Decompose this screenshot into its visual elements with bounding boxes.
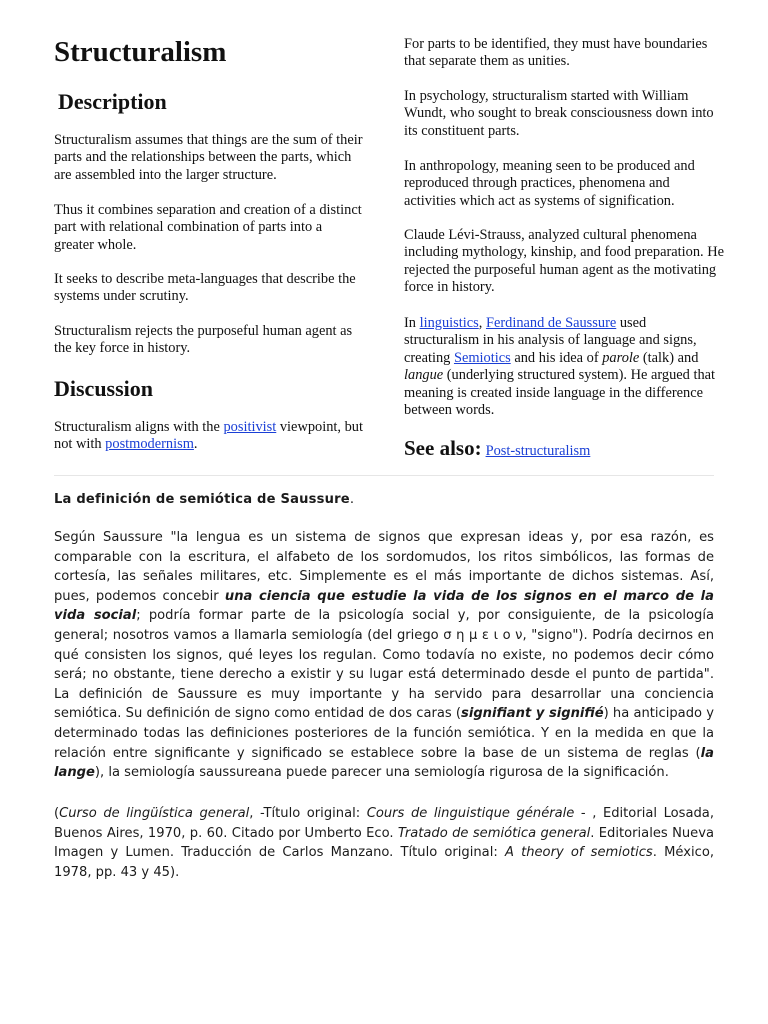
right-paragraph-1: For parts to be identified, they must have boundaries that separate them as unities.: [404, 36, 708, 70]
linguistics-link[interactable]: linguistics: [419, 315, 479, 331]
saussure-link[interactable]: Ferdinand de Saussure: [485, 315, 617, 331]
spanish-section-title: La definición de semiótica de Saussure.: [54, 492, 355, 507]
postmodernism-link[interactable]: postmodernism: [105, 436, 194, 453]
description-paragraph-1: Structuralism assumes that things are the sum of their parts and the relationships between the parts, which are assembled into the larger structure.: [54, 132, 363, 183]
right-paragraph-3: In anthropology, meaning seen to be produced and reproduced through practices, phenomena and activities which act as systems of signification.: [404, 158, 695, 209]
discussion-paragraph: Structuralism aligns with the positivist viewpoint, but not with postmodernism.: [54, 419, 364, 453]
right-paragraph-2: In psychology, structuralism started with William Wundt, who sought to break consciousness down into its constituent parts.: [404, 88, 714, 139]
semiotics-link[interactable]: Semiotics: [453, 349, 511, 366]
description-heading: Description: [58, 89, 167, 114]
positivist-link[interactable]: positivist: [223, 419, 277, 435]
see-also-label: See also:: [404, 436, 482, 460]
post-structuralism-link[interactable]: Post-structuralism: [485, 443, 591, 459]
right-paragraph-5: In linguistics, Ferdinand de Saussure used structuralism in his analysis of language and signs, creating Semiotics and his idea of parole (talk) and langue (underlying structured system). He argued that meaning is created inside language in the difference between words.: [404, 315, 716, 419]
description-paragraph-3: It seeks to describe meta-languages that describe the systems under scrutiny.: [54, 271, 356, 305]
see-also: [404, 436, 590, 461]
right-paragraph-4: Claude Lévi-Strauss, analyzed cultural phenomena including mythology, kinship, and food preparation. He rejected the purposeful human agent as the motivating force in history.: [404, 227, 725, 296]
spanish-body-paragraph: Según Saussure "la lengua es un sistema de signos que expresan ideas y, por esa razón, es comparable con la escritura, el alfabeto de los sordomudos, los ritos simbólicos, las formas de cortesía, las señales militares, etc. Simplemente es el más importante de dichos sistemas. Así, pues, podemos concebir una ciencia que estudie la vida de los signos en el marco de la vida social; podría formar parte de la psicología social y, por consiguiente, de la psicología general; nosotros vamos a llamarla semiología (del griego σ η μ ε ι ο ν, "signo"). Podría decirnos en qué consisten los signos, qué leyes los regulan. Como todavía no existe, no podemos decir cómo será; no obstante, tiene derecho a existir y su lugar está determinado desde el punto de partida". La definición de Saussure es muy importante y ha servido para desarrollar una conciencia semiótica. Su definición de signo como entidad de dos caras (signifiant y signifié) ha anticipado y determinado todas las definiciones posteriores de la función semiótica. Y en la medida en que la relación entre significante y significado se establece sobre la base de un sistema de reglas (la lange), la semiología saussureana puede parecer una semiología rigurosa de la significación.: [54, 530, 714, 781]
description-paragraph-4: Structuralism rejects the purposeful human agent as the key force in history.: [54, 323, 353, 357]
section-divider: [54, 475, 714, 476]
description-paragraph-2: Thus it combines separation and creation of a distinct part with relational combination of parts into a greater whole.: [54, 202, 362, 253]
discussion-heading: Discussion: [54, 376, 154, 401]
spanish-citation-paragraph: (Curso de lingüística general, -Título original: Cours de linguistique générale - , Editorial Losada, Buenos Aires, 1970, p. 60. Citado por Umberto Eco. Tratado de semiótica general. Editoriales Nueva Imagen y Lumen. Traducción de Carlos Manzano. Título original: A theory of semiotics. México, 1978, pp. 43 y 45).: [54, 806, 714, 880]
page-title: Structuralism: [54, 36, 227, 68]
